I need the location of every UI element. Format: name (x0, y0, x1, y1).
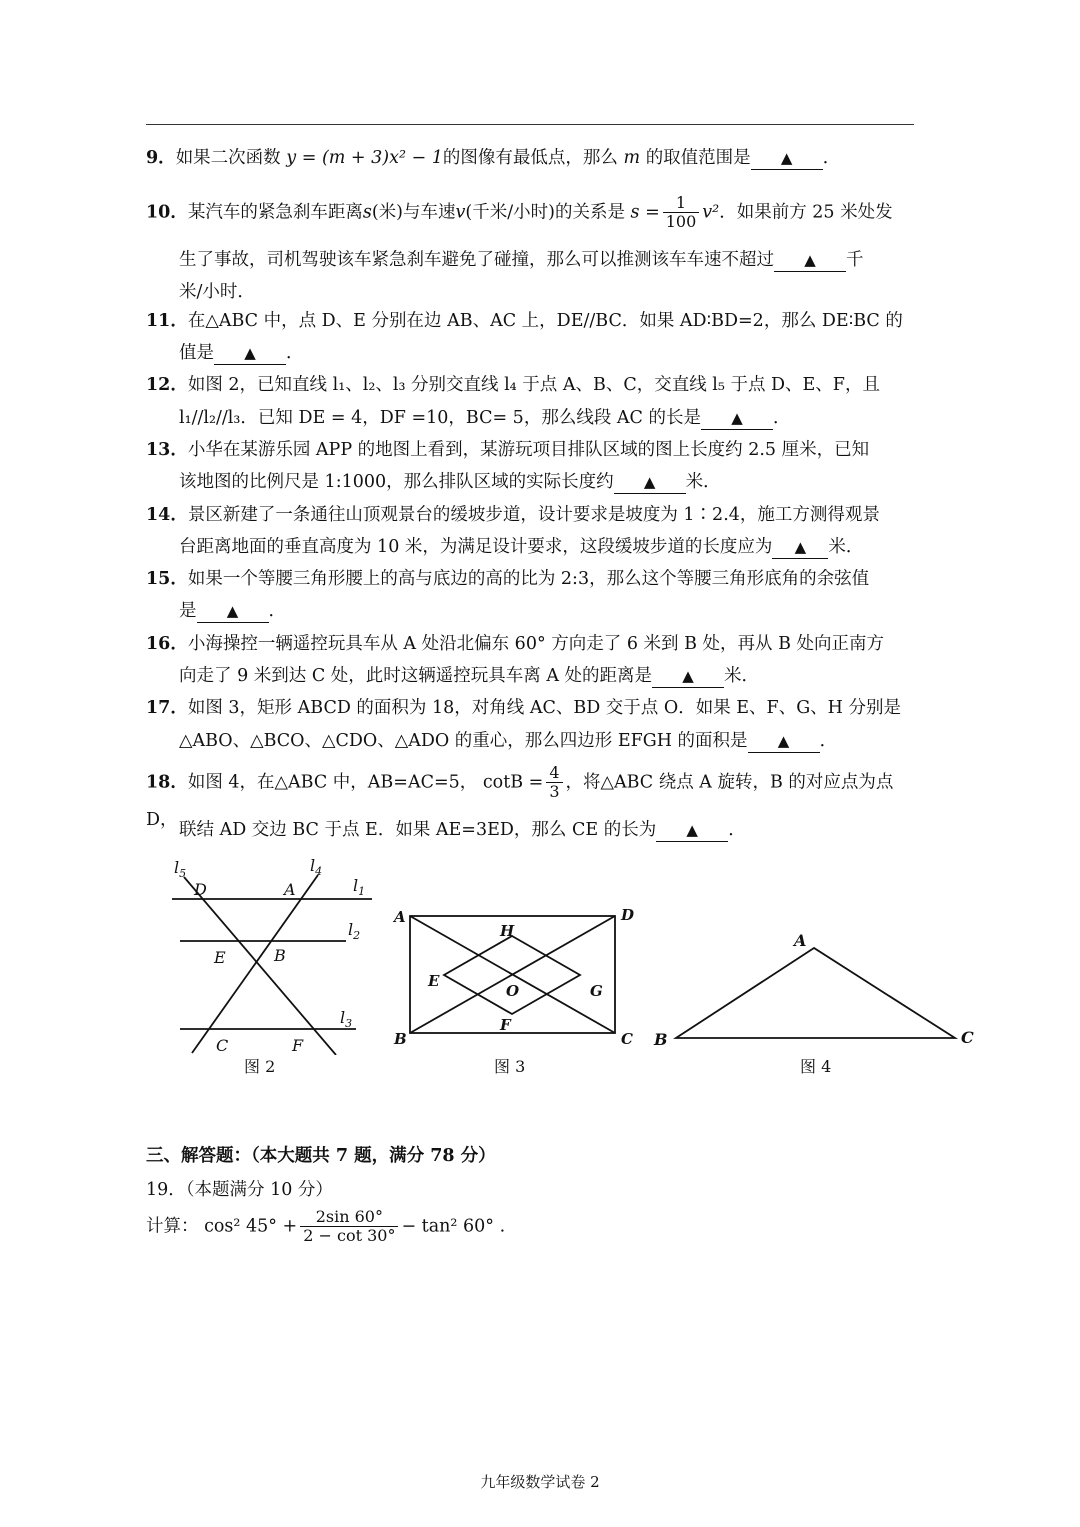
section-3-heading: 三、解答题：（本大题共 7 题，满分 78 分） (146, 1146, 496, 1166)
label-o: O (506, 982, 520, 1000)
answer-blank[interactable]: ▲ (774, 249, 846, 272)
answer-blank[interactable]: ▲ (701, 407, 773, 430)
answer-blank[interactable]: ▲ (614, 471, 686, 494)
question-11: 11．在△ABC 中，点 D、E 分别在边 AB、AC 上，DE//BC．如果 AD∶BD=2，那么 DE∶BC 的 (146, 311, 903, 331)
label-l3: $l_3$ (340, 1008, 353, 1030)
label-a: A (794, 931, 807, 950)
label-l4: $l_4$ (310, 856, 323, 878)
label-d: D (621, 906, 635, 924)
answer-blank[interactable]: ▲ (751, 147, 823, 170)
cotb-fraction: $\frac{4}{3}$ (546, 764, 562, 802)
label-l1: $l_1$ (353, 876, 366, 898)
question-16: 16．小海操控一辆遥控玩具车从 A 处沿北偏东 60° 方向走了 6 米到 B 处，再从 B 处向正南方 (146, 634, 884, 654)
label-g: G (590, 982, 603, 1000)
q10-fraction: $\frac{1}{100}$ (663, 194, 700, 232)
figure-2-caption: 图 2 (244, 1057, 276, 1076)
page-footer: 九年级数学试卷 2 (480, 1473, 600, 1491)
label-a: A (284, 880, 296, 899)
question-13: 13．小华在某游乐园 APP 的地图上看到，某游玩项目排队区域的图上长度约 2.5 厘米，已知 (146, 440, 870, 460)
label-f: F (292, 1036, 304, 1055)
question-14: 14．景区新建了一条通往山顶观景台的缓坡步道，设计要求是坡度为 1∶2.4，施工方测得观景 (146, 505, 880, 525)
question-15: 15．如果一个等腰三角形腰上的高与底边的高的比为 2:3，那么这个等腰三角形底角的余弦值 (146, 569, 870, 589)
figure-3-rectangle (390, 900, 640, 1052)
label-c: C (961, 1028, 974, 1047)
label-e: E (428, 972, 440, 990)
label-a: A (394, 908, 406, 926)
question-9: 9．如果二次函数 y = (m + 3)x² − 1的图像有最低点，那么 m 的取值范围是 ▲ ． (146, 148, 841, 168)
answer-blank[interactable]: ▲ (652, 665, 724, 688)
q19-fraction: $\frac{2\sin 60^\circ}{2 - \cot 30^\circ}$ (300, 1208, 398, 1246)
question-17: 17．如图 3，矩形 ABCD 的面积为 18，对角线 AC、BD 交于点 O．如果 E、F、G、H 分别是 (146, 698, 901, 718)
question-12: 12．如图 2，已知直线 l₁、l₂、l₃ 分别交直线 l₄ 于点 A、B、C，交直线 l₅ 于点 D、E、F，且 (146, 375, 880, 395)
answer-blank[interactable]: ▲ (197, 600, 269, 623)
question-19-expression: 计算： cos² 45° + $\frac{2\sin 60^\circ}{2 - \cot 30^\circ}$ − tan² 60° . (146, 1207, 506, 1246)
label-b: B (394, 1030, 407, 1048)
header-rule (146, 124, 914, 125)
answer-blank[interactable]: ▲ (656, 819, 728, 842)
label-b: B (274, 946, 286, 965)
figure-3-caption: 图 3 (494, 1057, 526, 1076)
triangle-abc (676, 948, 955, 1038)
label-c: C (621, 1030, 633, 1048)
answer-blank[interactable]: ▲ (772, 536, 828, 559)
label-h: H (500, 922, 515, 940)
label-b: B (654, 1030, 668, 1049)
question-10: 10．某汽车的紧急刹车距离s(米)与车速v(千米/小时)的关系是 s = $\frac{1}{100}$ v²．如果前方 25 米处发 (146, 193, 893, 232)
label-f: F (500, 1016, 511, 1034)
label-d: D (194, 880, 207, 899)
answer-blank[interactable]: ▲ (214, 342, 286, 365)
label-l5: $l_5$ (174, 858, 187, 880)
q9-function: y = (m + 3)x² − 1 (286, 148, 443, 168)
figure-2-parallel-lines (160, 855, 385, 1055)
answer-blank[interactable]: ▲ (748, 730, 820, 753)
question-number: 9． (146, 148, 176, 168)
question-19-title: 19．（本题满分 10 分） (146, 1180, 333, 1200)
figure-4-triangle (650, 928, 980, 1050)
line-l4 (192, 875, 318, 1053)
figure-4-caption: 图 4 (800, 1057, 832, 1076)
label-e: E (214, 948, 226, 967)
question-18: 18．如图 4，在△ABC 中，AB=AC=5， cotB = $\frac{4}{3}$ ，将△ABC 绕点 A 旋转，B 的对应点为点 D， (146, 763, 894, 830)
label-c: C (216, 1036, 229, 1055)
label-l2: $l_2$ (348, 920, 361, 942)
